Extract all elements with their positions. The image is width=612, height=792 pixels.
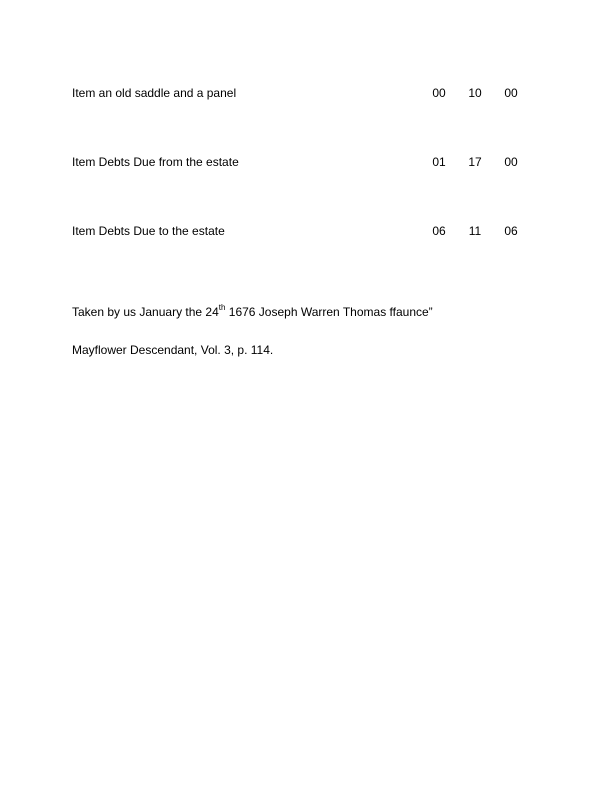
attestation-prefix: Taken by us January the 24 (72, 305, 219, 319)
item-shillings: 17 (468, 155, 482, 169)
source-citation: Mayflower Descendant, Vol. 3, p. 114. (72, 343, 274, 357)
attestation-rest: 1676 Joseph Warren Thomas ffaunce” (225, 305, 433, 319)
inventory-item-row (72, 223, 532, 239)
attestation-line (72, 304, 433, 320)
item-description: Item Debts Due to the estate (72, 224, 225, 238)
ordinal-suffix: th (218, 303, 226, 312)
item-pounds: 01 (432, 155, 446, 169)
inventory-item-row (72, 85, 532, 101)
item-pence: 00 (504, 155, 518, 169)
item-pence: 00 (504, 86, 518, 100)
item-shillings: 11 (468, 224, 482, 238)
item-pounds: 06 (432, 224, 446, 238)
inventory-item-row (72, 154, 532, 170)
item-pence: 06 (504, 224, 518, 238)
item-description: Item an old saddle and a panel (72, 86, 237, 100)
item-pounds: 00 (432, 86, 446, 100)
item-shillings: 10 (468, 86, 482, 100)
item-description: Item Debts Due from the estate (72, 155, 239, 169)
